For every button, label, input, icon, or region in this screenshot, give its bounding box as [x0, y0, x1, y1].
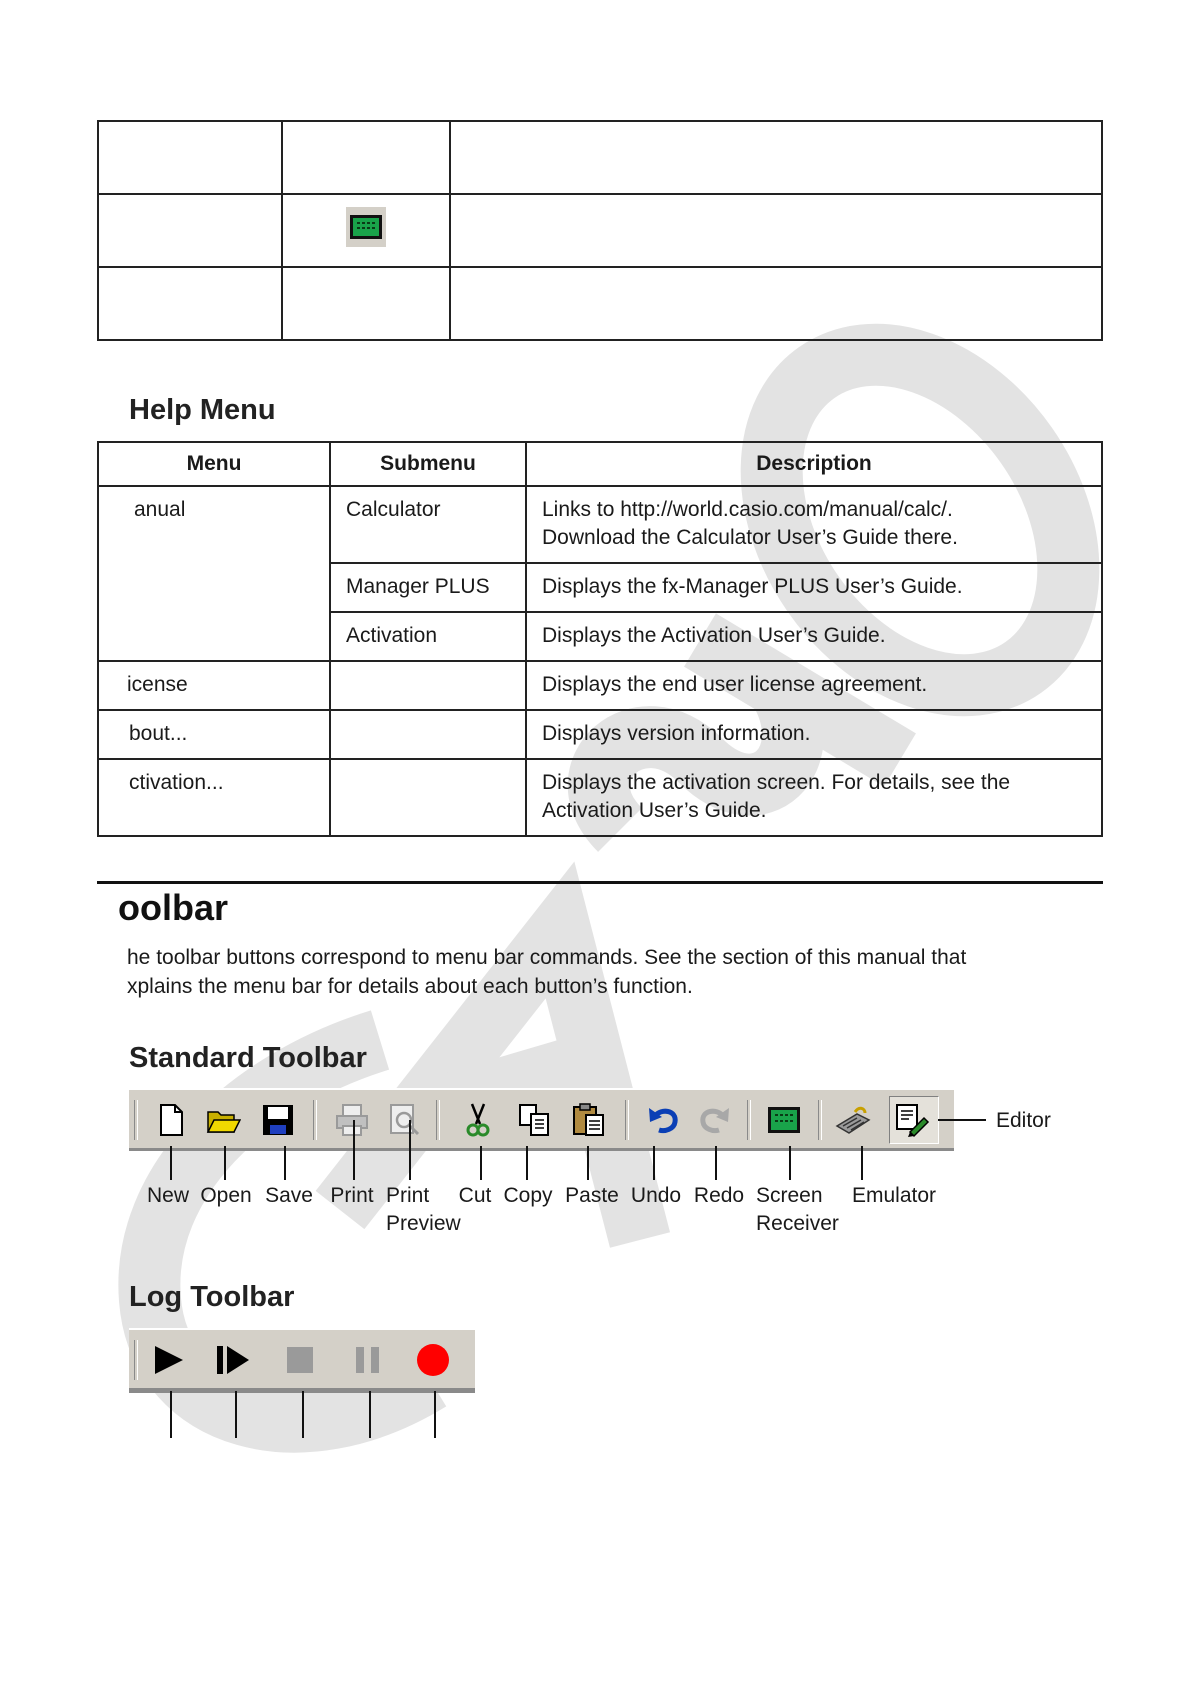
editor-icon[interactable]	[894, 1102, 930, 1138]
description-cell: Links to http://world.casio.com/manual/calc/. Download the Calculator User’s Guide there.	[526, 486, 1102, 563]
column-header-description: Description	[526, 442, 1102, 486]
stop-icon[interactable]	[282, 1342, 318, 1378]
screen-receiver-label: Screen Receiver	[756, 1184, 839, 1235]
paste-label: Paste	[565, 1184, 619, 1207]
print-preview-label: Print Preview	[386, 1184, 461, 1235]
menu-cell: bout...	[98, 710, 330, 759]
copy-label: Copy	[503, 1184, 553, 1207]
step-play-icon[interactable]	[215, 1342, 251, 1378]
description-cell: Displays the end user license agreement.	[526, 661, 1102, 710]
pause-icon[interactable]	[350, 1342, 386, 1378]
redo-icon[interactable]	[697, 1102, 733, 1138]
toolbar-section-heading: oolbar	[118, 887, 229, 928]
emulator-label: Emulator	[852, 1184, 937, 1207]
menu-table-continued	[97, 120, 1103, 341]
table-row	[98, 194, 1102, 267]
submenu-cell	[330, 759, 526, 836]
open-label: Open	[200, 1184, 252, 1207]
print-icon[interactable]	[334, 1102, 370, 1138]
save-disk-icon[interactable]	[260, 1102, 296, 1138]
table-header-row	[98, 442, 1102, 486]
cut-scissors-icon[interactable]	[460, 1102, 496, 1138]
submenu-cell	[330, 661, 526, 710]
save-label: Save	[265, 1184, 313, 1207]
table-row	[98, 121, 1102, 194]
menu-cell: ctivation...	[98, 759, 330, 836]
standard-toolbar	[129, 1088, 954, 1151]
description-cell: Displays version information.	[526, 710, 1102, 759]
submenu-cell: Manager PLUS	[330, 563, 526, 612]
description-cell: Displays the fx-Manager PLUS User’s Guide.	[526, 563, 1102, 612]
redo-label: Redo	[693, 1184, 745, 1207]
screen-receiver-icon	[346, 207, 386, 247]
submenu-cell	[330, 710, 526, 759]
emulator-keyboard-icon[interactable]	[835, 1102, 871, 1138]
table-row	[98, 486, 1102, 563]
help-menu-heading: Help Menu	[129, 394, 276, 426]
description-cell: Displays the Activation User’s Guide.	[526, 612, 1102, 661]
open-folder-icon[interactable]	[205, 1102, 241, 1138]
log-toolbar	[129, 1328, 475, 1393]
table-row	[98, 267, 1102, 340]
submenu-cell: Activation	[330, 612, 526, 661]
table-row	[98, 710, 1102, 759]
copy-icon[interactable]	[517, 1102, 553, 1138]
column-header-menu: Menu	[98, 442, 330, 486]
table-row	[98, 661, 1102, 710]
description-cell: Displays the activation screen. For details, see the Activation User’s Guide.	[526, 759, 1102, 836]
paste-clipboard-icon[interactable]	[571, 1102, 607, 1138]
record-icon[interactable]	[415, 1342, 451, 1378]
undo-label: Undo	[630, 1184, 682, 1207]
submenu-cell: Calculator	[330, 486, 526, 563]
menu-cell: icense	[98, 661, 330, 710]
column-header-submenu: Submenu	[330, 442, 526, 486]
toolbar-intro-paragraph: he toolbar buttons correspond to menu bar commands. See the section of this manual that xplains the menu bar for details about each button’s function.	[127, 946, 967, 998]
play-icon[interactable]	[150, 1342, 186, 1378]
screen-receiver-icon[interactable]	[766, 1102, 802, 1138]
print-preview-icon[interactable]	[386, 1102, 422, 1138]
new-label: New	[146, 1184, 190, 1207]
editor-label: Editor	[996, 1109, 1051, 1132]
table-row	[98, 759, 1102, 836]
standard-toolbar-heading: Standard Toolbar	[129, 1042, 367, 1074]
cut-label: Cut	[458, 1184, 492, 1207]
menu-cell: anual	[98, 486, 330, 661]
undo-icon[interactable]	[645, 1102, 681, 1138]
log-toolbar-heading: Log Toolbar	[129, 1281, 295, 1313]
new-file-icon[interactable]	[153, 1102, 189, 1138]
print-label: Print	[330, 1184, 374, 1207]
help-menu-table	[97, 441, 1103, 837]
section-divider	[97, 881, 1103, 884]
